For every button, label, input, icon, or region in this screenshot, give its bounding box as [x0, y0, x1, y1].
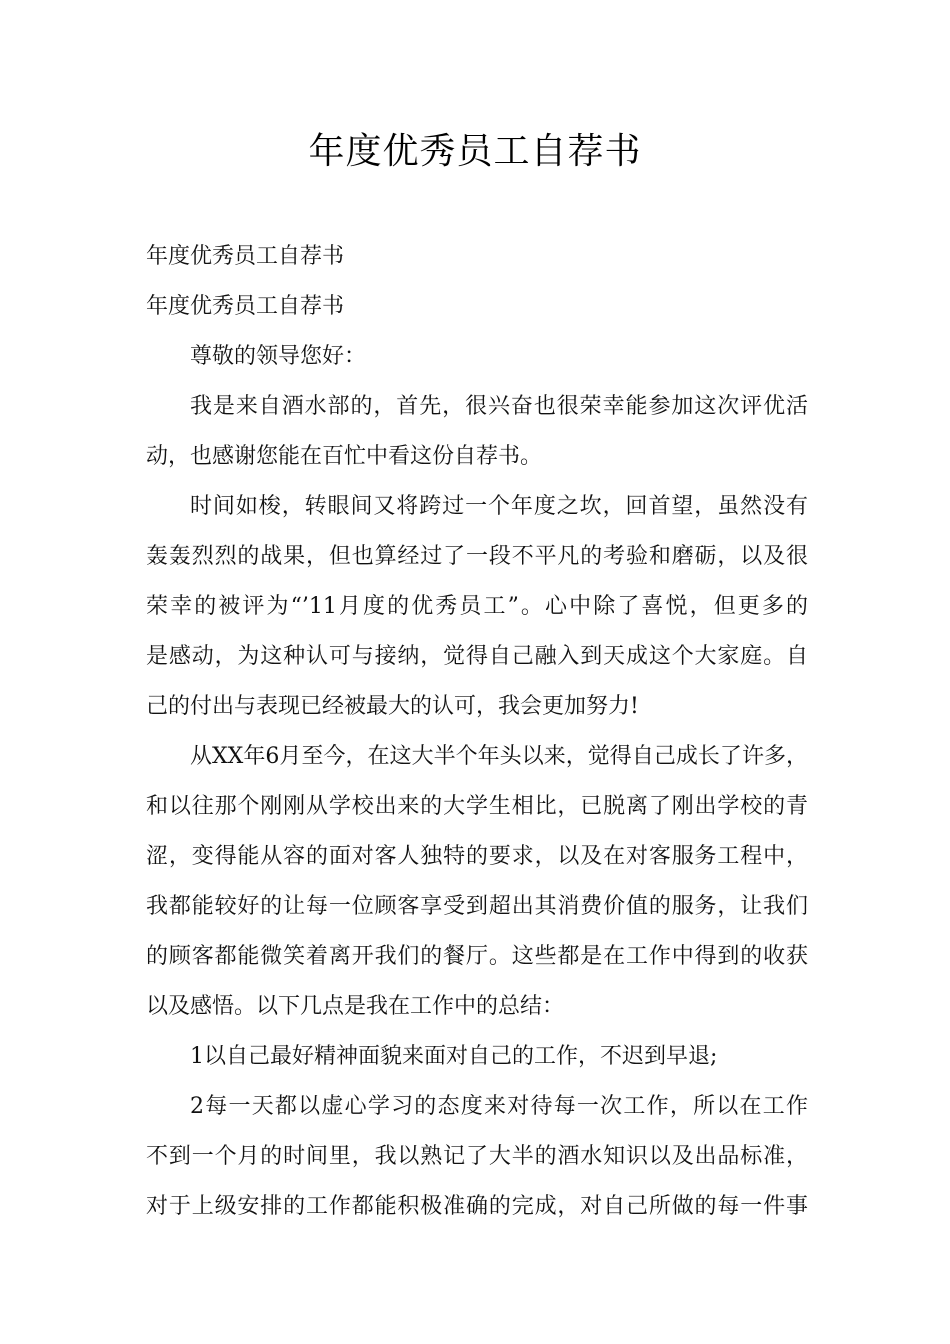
- document-body: [146, 232, 808, 1232]
- body-line: 轰轰烈烈的战果，但也算经过了一段不平凡的考验和磨砺，以及很: [146, 544, 808, 569]
- body-line: 对于上级安排的工作都能积极准确的完成，对自己所做的每一件事: [146, 1194, 808, 1219]
- body-line-salutation: 尊敬的领导您好：: [190, 344, 367, 369]
- body-line: 己的付出与表现已经被最大的认可，我会更加努力!: [146, 694, 639, 719]
- body-line: 我都能较好的让每一位顾客享受到超出其消费价值的服务，让我们: [146, 894, 808, 919]
- body-line: 我是来自酒水部的，首先，很兴奋也很荣幸能参加这次评优活: [190, 394, 808, 419]
- body-line-list-item-1: 1以自己最好精神面貌来面对自己的工作，不迟到早退;: [190, 1044, 718, 1069]
- body-line: 从XX年6月至今，在这大半个年头以来，觉得自己成长了许多，: [190, 744, 808, 769]
- body-line: 以及感悟。以下几点是我在工作中的总结：: [146, 994, 565, 1019]
- document-title: 年度优秀员工自荐书: [308, 131, 642, 172]
- body-line: 动，也感谢您能在百忙中看这份自荐书。: [146, 444, 543, 469]
- body-line: 时间如梭，转眼间又将跨过一个年度之坎，回首望，虽然没有: [190, 494, 808, 519]
- body-line: 荣幸的被评为“’11月度的优秀员工”。心中除了喜悦，但更多的: [146, 594, 808, 619]
- body-line-subtitle-2: 年度优秀员工自荐书: [146, 294, 345, 319]
- body-line: 是感动，为这种认可与接纳，觉得自己融入到天成这个大家庭。自: [146, 644, 808, 669]
- body-line: 涩，变得能从容的面对客人独特的要求，以及在对客服务工程中，: [146, 844, 808, 869]
- body-line: 的顾客都能微笑着离开我们的餐厅。这些都是在工作中得到的收获: [146, 944, 808, 969]
- body-line-subtitle-1: 年度优秀员工自荐书: [146, 244, 345, 269]
- body-line: 不到一个月的时间里，我以熟记了大半的酒水知识以及出品标准，: [146, 1144, 808, 1169]
- body-line-list-item-2: 2每一天都以虚心学习的态度来对待每一次工作，所以在工作: [190, 1094, 808, 1119]
- body-line: 和以往那个刚刚从学校出来的大学生相比，已脱离了刚出学校的青: [146, 794, 808, 819]
